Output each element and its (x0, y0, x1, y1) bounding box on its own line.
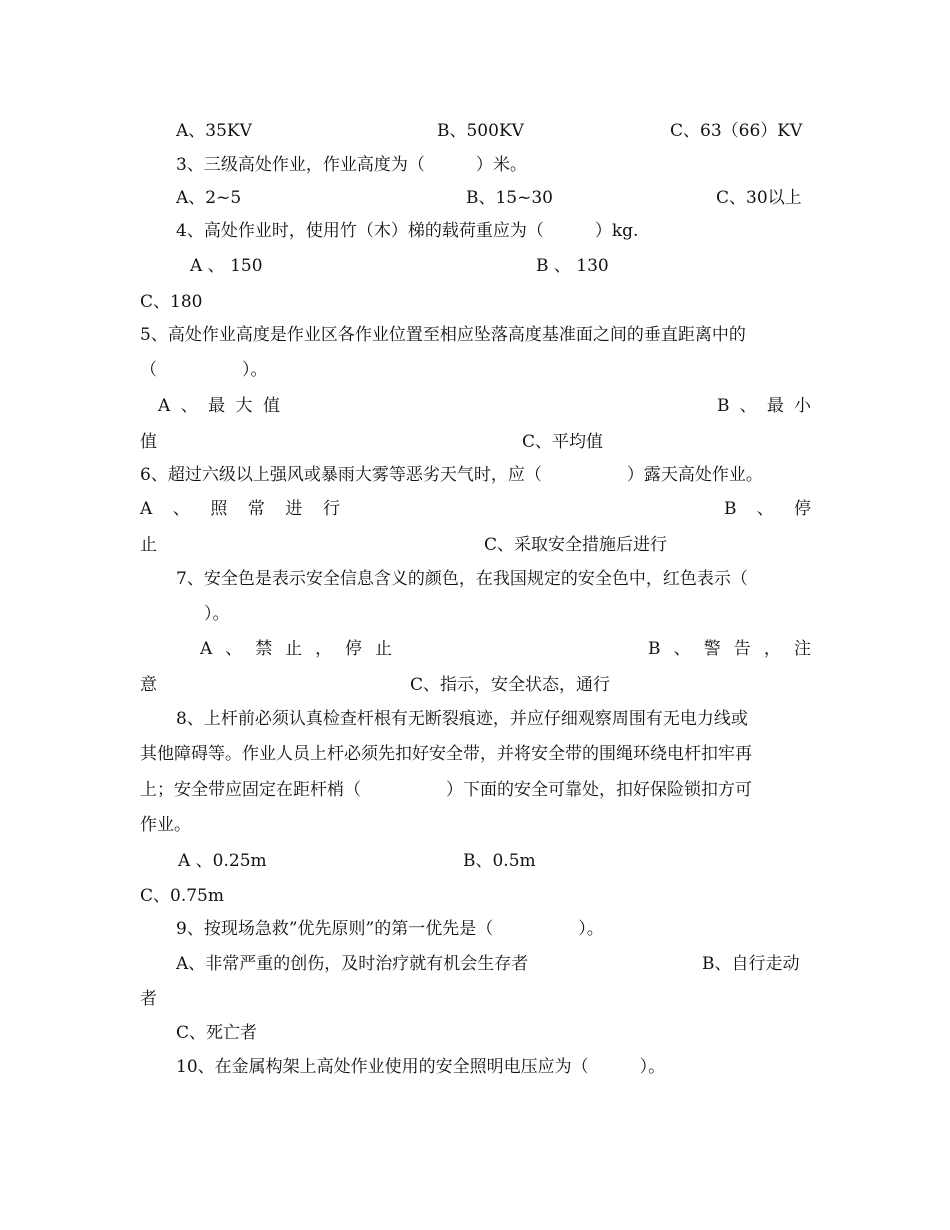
q5-option-b-char: 小 (793, 396, 811, 416)
q8-text-line1: 8、上杆前必须认真检查杆根有无断裂痕迹，并应仔细观察周围有无电力线或 (176, 709, 748, 729)
q5-option-c: C、平均值 (522, 432, 604, 452)
q5-option-b-char: 、 (739, 396, 757, 416)
q6-option-b-char: 、 (756, 499, 774, 519)
q9-option-a: A、非常严重的创伤，及时治疗就有机会生存者 (176, 954, 529, 974)
q7-option-a-char: ， (315, 639, 333, 659)
q6-option-a-char: 常 (247, 499, 265, 519)
q6-option-a-char: 行 (322, 499, 340, 519)
q5-option-a (158, 395, 280, 417)
q5-option-a-char: A (158, 396, 171, 416)
q2-option-a: A、35KV (176, 121, 252, 141)
q3-option-a: A、2~5 (176, 188, 242, 208)
q5-option-b-continued: 值 (140, 432, 157, 452)
q7-option-b-char: 告 (733, 639, 751, 659)
q7-option-b-char: ， (763, 639, 781, 659)
q6-option-b (724, 498, 811, 520)
q7-option-a-char: 禁 (255, 639, 273, 659)
q6-option-a (140, 498, 340, 520)
q4-stem: 4、高处作业时，使用竹（木）梯的载荷重应为（ ）kg. (176, 221, 639, 241)
q6-option-b-continued: 止 (140, 535, 157, 555)
q6-stem: 6、超过六级以上强风或暴雨大雾等恶劣天气时，应（ ）露天高处作业。 (140, 465, 763, 485)
q5-option-a-char: 大 (235, 396, 253, 416)
q7-option-b (648, 638, 811, 660)
q3-option-c: C、30以上 (716, 188, 802, 208)
q8-text-line4: 作业。 (140, 815, 191, 835)
q7-option-b-char: 警 (703, 639, 721, 659)
q7-option-b-continued: 意 (140, 675, 157, 695)
q6-option-b-char: B (724, 499, 737, 519)
q7-option-c: C、指示，安全状态，通行 (410, 675, 611, 695)
q5-option-a-char: 、 (180, 396, 198, 416)
q5-stem-line1: 5、高处作业高度是作业区各作业位置至相应坠落高度基准面之间的垂直距离中的 (140, 325, 746, 345)
q4-option-c: C、180 (140, 292, 203, 312)
q7-option-a-char: 止 (285, 639, 303, 659)
q6-option-a-char: 进 (285, 499, 303, 519)
q4-option-b: B 、 130 (536, 256, 609, 276)
q5-option-b (717, 395, 811, 417)
q7-option-a (200, 638, 392, 660)
q8-option-a: A 、0.25m (178, 851, 267, 871)
q5-option-a-char: 值 (262, 396, 280, 416)
q7-option-a-char: 停 (345, 639, 363, 659)
q7-option-a-char: 、 (225, 639, 243, 659)
q4-option-a: A 、 150 (190, 256, 263, 276)
q7-option-b-char: 注 (793, 639, 811, 659)
q8-option-c: C、0.75m (140, 886, 224, 906)
q5-option-b-char: B (717, 396, 730, 416)
q7-option-a-char: 止 (375, 639, 392, 659)
q7-stem-line2: ）。 (204, 604, 230, 624)
q2-option-b: B、500KV (437, 121, 524, 141)
q9-stem: 9、按现场急救”优先原则”的第一优先是（ ）。 (176, 919, 604, 939)
q7-option-a-char: A (200, 639, 213, 659)
q5-stem-line2: （ ）。 (140, 360, 268, 380)
q6-option-c: C、采取安全措施后进行 (484, 535, 668, 555)
q5-option-b-char: 最 (766, 396, 784, 416)
q6-option-a-char: 、 (172, 499, 190, 519)
q2-option-c: C、63（66）KV (670, 121, 803, 141)
q9-option-b: B、自行走动 (702, 954, 800, 974)
q10-stem: 10、在金属构架上高处作业使用的安全照明电压应为（ ）。 (176, 1057, 666, 1077)
q6-option-a-char: 照 (210, 499, 228, 519)
q8-text-line2: 其他障碍等。作业人员上杆必须先扣好安全带，并将安全带的围绳环绕电杆扣牢再 (140, 744, 752, 764)
q5-option-a-char: 最 (208, 396, 226, 416)
q9-option-c: C、死亡者 (176, 1023, 258, 1043)
q9-option-b-continued: 者 (140, 989, 157, 1009)
q7-stem-line1: 7、安全色是表示安全信息含义的颜色，在我国规定的安全色中，红色表示（ (176, 569, 748, 589)
q3-stem: 3、三级高处作业，作业高度为（ ）米。 (176, 155, 527, 175)
q3-option-b: B、15~30 (466, 188, 554, 208)
q6-option-a-char: A (140, 499, 153, 519)
q8-text-line3: 上；安全带应固定在距杆梢（ ）下面的安全可靠处，扣好保险锁扣方可 (140, 780, 752, 800)
q8-option-b: B、0.5m (463, 851, 536, 871)
q7-option-b-char: B (648, 639, 661, 659)
q7-option-b-char: 、 (673, 639, 691, 659)
q6-option-b-char: 停 (794, 499, 811, 519)
